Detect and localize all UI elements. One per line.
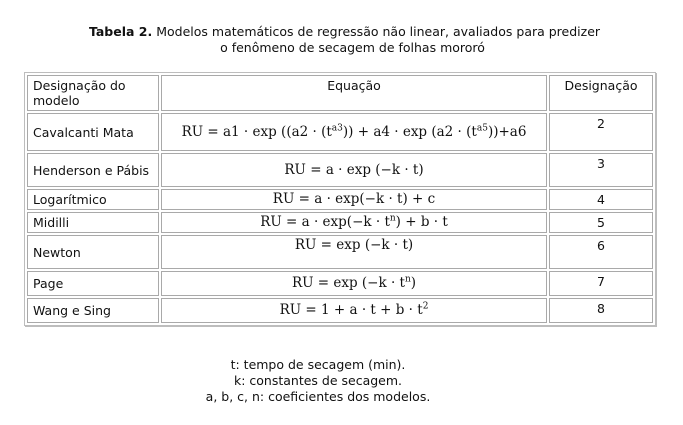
equation-part: )) + a4 · exp (a2 · (t [342,123,477,140]
model-equation [161,113,547,151]
table-row [27,271,653,296]
model-designation: 5 [549,212,653,233]
legend-line-1: t: tempo de secagem (min). [230,357,406,372]
model-equation: RU = a · exp (−k · t) [161,153,547,187]
model-equation: RU = a · exp(−k · t) + c [161,189,547,210]
legend-line-3: a, b, c, n: coeficientes dos modelos. [205,389,431,404]
model-name: Midilli [27,212,159,233]
legend-line-2: k: constantes de secagem. [233,373,403,388]
table-legend [0,357,636,405]
equation-exponent: n [404,274,411,285]
model-designation: 4 [549,189,653,210]
caption-line-1 [0,24,683,40]
model-name: Newton [27,235,159,269]
table-header-row [27,75,653,111]
header-model: Designação do modelo [27,75,159,111]
table-row [27,298,653,323]
model-equation [161,298,547,323]
equation-exponent: n [389,213,396,224]
model-designation: 3 [549,153,653,187]
table-caption [0,24,683,56]
equation-exponent: a3 [331,123,343,133]
model-equation: RU = exp (−k · t) [161,235,547,269]
equation-exponent: a5 [476,123,488,133]
equation-part: ) + b · t [395,214,448,230]
model-designation: 8 [549,298,653,323]
models-table-wrapper [24,72,656,326]
model-name: Page [27,271,159,296]
header-designation: Designação [549,75,653,111]
table-row [27,235,653,269]
model-name: Cavalcanti Mata [27,113,159,151]
models-table [24,72,656,326]
table-row [27,153,653,187]
equation-part: RU = 1 + a · t + b · t [279,302,423,318]
equation-part: RU = exp (−k · t [291,275,405,291]
model-equation [161,212,547,233]
caption-text-1: Modelos matemáticos de regressão não linear, avaliados para predizer [152,24,601,39]
equation-part: ))+a6 [487,123,527,140]
model-designation: 6 [549,235,653,269]
table-row [27,189,653,210]
model-name: Wang e Sing [27,298,159,323]
caption-line-2: o fenômeno de secagem de folhas mororó [220,40,485,55]
table-row [27,212,653,233]
model-designation: 7 [549,271,653,296]
model-name: Logarítmico [27,189,159,210]
equation-part: ) [410,275,417,291]
equation-part: RU = a · exp(−k · t [260,214,390,230]
table-row [27,113,653,151]
equation-part: RU = a1 · exp ((a2 · (t [181,123,332,140]
equation-exponent: 2 [422,301,429,312]
header-equation: Equação [161,75,547,111]
model-equation [161,271,547,296]
caption-label: Tabela 2. [88,24,153,39]
model-designation: 2 [549,113,653,151]
model-name: Henderson e Pábis [27,153,159,187]
